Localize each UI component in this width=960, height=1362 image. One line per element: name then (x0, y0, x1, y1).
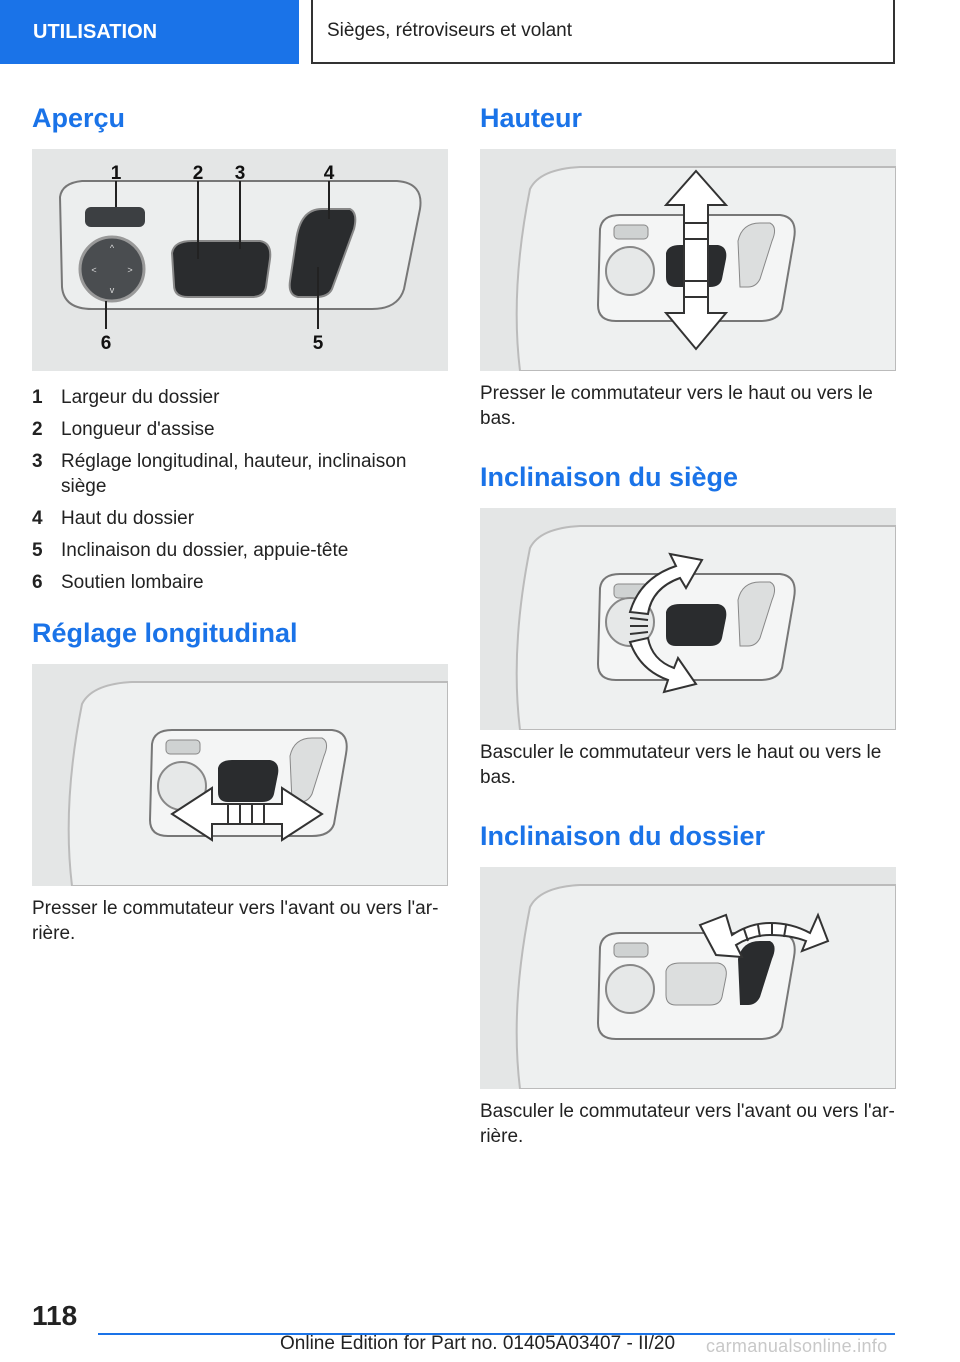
svg-text:v: v (109, 285, 115, 295)
legend-item (32, 417, 448, 442)
backrest-tilt-heading: Inclinaison du dossier (480, 821, 766, 851)
seat-tilt-figure (480, 508, 896, 730)
backrest-tilt-figure (480, 867, 896, 1089)
longitudinal-heading: Réglage longitudinal (32, 618, 298, 648)
legend-item (32, 538, 448, 563)
height-figure (480, 149, 896, 371)
legend-item (32, 385, 448, 410)
legend-number: 6 (32, 572, 43, 593)
overview-legend (32, 385, 448, 595)
section-label: UTILISATION (33, 20, 158, 43)
longitudinal-figure (32, 664, 448, 886)
section-tab (0, 0, 299, 64)
legend-text: Réglage longitudinal, hauteur, inclinaison siège (61, 451, 407, 497)
seat-tilt-text: Basculer le commutateur vers le haut ou vers le bas. (480, 742, 882, 788)
height-heading: Hauteur (480, 103, 583, 133)
callout-4: 4 (323, 163, 335, 184)
legend-number: 1 (32, 387, 43, 408)
legend-item (32, 570, 448, 595)
legend-number: 4 (32, 508, 43, 529)
legend-item (32, 449, 448, 499)
legend-text: Inclinaison du dossier, appuie-tête (61, 540, 349, 561)
chapter-title: Sièges, rétroviseurs et volant (327, 20, 573, 41)
right-column (480, 100, 896, 1149)
longitudinal-text: Presser le commutateur vers l'avant ou vers l'arrière. (32, 898, 439, 944)
height-text: Presser le commutateur vers le haut ou vers le bas. (480, 383, 873, 429)
left-column (32, 100, 448, 946)
legend-number: 3 (32, 451, 43, 472)
watermark: carmanualsonline.info (706, 1336, 888, 1356)
callout-3: 3 (234, 163, 246, 184)
svg-text:<: < (91, 265, 97, 275)
overview-heading: Aperçu (32, 103, 126, 133)
legend-text: Longueur d'assise (61, 419, 215, 440)
callout-1: 1 (110, 163, 122, 184)
page-number: 118 (32, 1300, 78, 1331)
legend-text: Haut du dossier (61, 508, 195, 529)
callout-6: 6 (100, 333, 112, 354)
legend-number: 2 (32, 419, 43, 440)
chapter-header (311, 0, 895, 64)
overview-figure (32, 149, 448, 371)
callout-5: 5 (312, 333, 324, 354)
legend-text: Largeur du dossier (61, 387, 220, 408)
edition-note: Online Edition for Part no. 01405A03407 - II/20 (280, 1333, 676, 1354)
svg-text:>: > (127, 265, 133, 275)
backrest-tilt-text: Basculer le commutateur vers l'avant ou vers l'arrière. (480, 1101, 895, 1147)
svg-text:^: ^ (109, 243, 115, 253)
legend-number: 5 (32, 540, 43, 561)
callout-2: 2 (192, 163, 204, 184)
legend-text: Soutien lombaire (61, 572, 204, 593)
legend-item (32, 506, 448, 531)
seat-tilt-heading: Inclinaison du siège (480, 462, 739, 492)
